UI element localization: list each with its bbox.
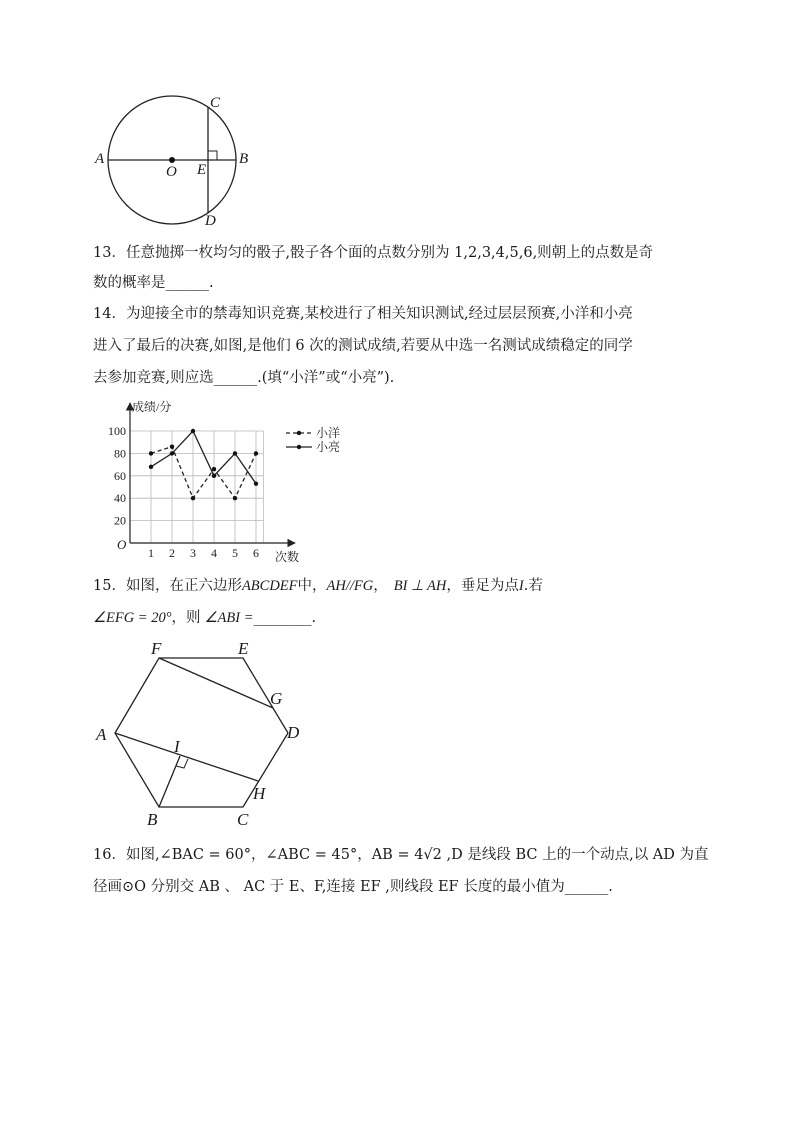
hex-label-b: B bbox=[147, 810, 158, 829]
label-d: D bbox=[205, 213, 216, 229]
x-tick-label: 2 bbox=[169, 546, 175, 560]
y-axis-title: 成绩/分 bbox=[132, 400, 172, 414]
label-o: O bbox=[166, 164, 177, 180]
hex-label-a: A bbox=[96, 725, 107, 744]
label-c: C bbox=[210, 95, 221, 111]
angle-abi: ∠ABI = bbox=[204, 610, 254, 626]
q15-mid1: 中， bbox=[297, 578, 327, 594]
q15-line-1 bbox=[93, 578, 543, 595]
data-point bbox=[212, 467, 216, 471]
q14-line-2: 进入了最后的决赛,如图,是他们 6 次的测试成绩,若要从中选一名测试成绩稳定的同学 bbox=[93, 338, 633, 354]
label-b: B bbox=[239, 151, 249, 167]
data-point bbox=[149, 465, 153, 469]
segment-bi bbox=[159, 756, 180, 807]
y-tick-label: 60 bbox=[114, 468, 126, 483]
y-tick-label: 40 bbox=[114, 491, 126, 506]
q15-mid2: ，垂足为点 bbox=[446, 578, 519, 594]
x-axis-title: 次数 bbox=[274, 550, 300, 564]
data-point bbox=[170, 444, 174, 448]
data-point bbox=[170, 451, 174, 455]
data-point bbox=[191, 429, 195, 433]
data-point bbox=[149, 451, 153, 455]
x-tick-label: 6 bbox=[253, 546, 259, 560]
hex-label-h: H bbox=[253, 784, 266, 803]
y-tick-label: 80 bbox=[114, 446, 126, 461]
data-point bbox=[191, 496, 195, 500]
hex-label-i: I bbox=[174, 737, 180, 756]
y-tick-label: 20 bbox=[114, 513, 126, 528]
hex-label-e: E bbox=[238, 639, 249, 658]
q13-line-2: 数的概率是______. bbox=[93, 275, 214, 291]
label-a: A bbox=[95, 151, 105, 167]
q14-line-1: 14．为迎接全市的禁毒知识竞赛,某校进行了相关知识测试,经过层层预赛,小洋和小亮 bbox=[93, 306, 633, 322]
x-tick-label: 1 bbox=[148, 546, 154, 560]
legend-label-1: 小洋 bbox=[316, 426, 341, 440]
x-tick-label: 4 bbox=[211, 546, 217, 560]
segment-ah bbox=[115, 733, 258, 781]
data-point bbox=[233, 496, 237, 500]
data-point bbox=[233, 451, 237, 455]
label-e: E bbox=[197, 162, 207, 178]
origin-label: O bbox=[117, 537, 127, 552]
legend-marker bbox=[297, 445, 301, 449]
x-tick-label: 5 bbox=[232, 546, 238, 560]
data-point bbox=[254, 451, 258, 455]
y-tick-label: 100 bbox=[108, 424, 126, 438]
hex-label-g: G bbox=[270, 689, 283, 708]
q15-sep: ， bbox=[373, 578, 388, 594]
circle-figure bbox=[92, 92, 262, 232]
q16-line-1: 16．如图,∠BAC = 60°，∠ABC = 45°，AB = 4√2 ,D 是线段 BC 上的一个动点,以 AD 为直 bbox=[93, 847, 709, 863]
foot-point: I bbox=[518, 578, 524, 594]
q13-line-1: 13．任意抛掷一枚均匀的骰子,骰子各个面的点数分别为 1,2,3,4,5,6,则朝上的点数是奇 bbox=[93, 245, 654, 261]
center-point bbox=[169, 157, 175, 163]
hex-label-f: F bbox=[151, 639, 162, 658]
data-point bbox=[212, 474, 216, 478]
segment-fg bbox=[159, 658, 273, 708]
cond-parallel: AH//FG bbox=[326, 578, 374, 594]
cond-perpendicular: BI ⊥ AH bbox=[393, 578, 447, 594]
hex-label-d: D bbox=[287, 723, 300, 742]
legend-marker bbox=[297, 431, 301, 435]
q14-line-3: 去参加竞赛,则应选______.(填“小洋”或“小亮”). bbox=[93, 370, 395, 386]
q15-prefix: 15．如图，在正六边形 bbox=[93, 578, 242, 594]
q16-line-2: 径画⊙O 分别交 AB 、 AC 于 E、F,连接 EF ,则线段 EF 长度的最小值为______. bbox=[93, 879, 613, 895]
q15-end: .若 bbox=[523, 578, 543, 594]
q15-blank: ________. bbox=[253, 610, 317, 626]
hexagon-name: ABCDEF bbox=[241, 578, 298, 594]
q15-line-2 bbox=[93, 610, 316, 627]
data-point bbox=[254, 481, 258, 485]
score-line-chart bbox=[100, 393, 370, 565]
legend-label-2: 小亮 bbox=[316, 440, 341, 454]
x-tick-label: 3 bbox=[190, 546, 196, 560]
hex-label-c: C bbox=[237, 810, 249, 829]
right-angle-mark bbox=[208, 151, 217, 160]
angle-efg: ∠EFG = 20° bbox=[93, 610, 172, 626]
q15-mid3: ，则 bbox=[171, 610, 201, 626]
